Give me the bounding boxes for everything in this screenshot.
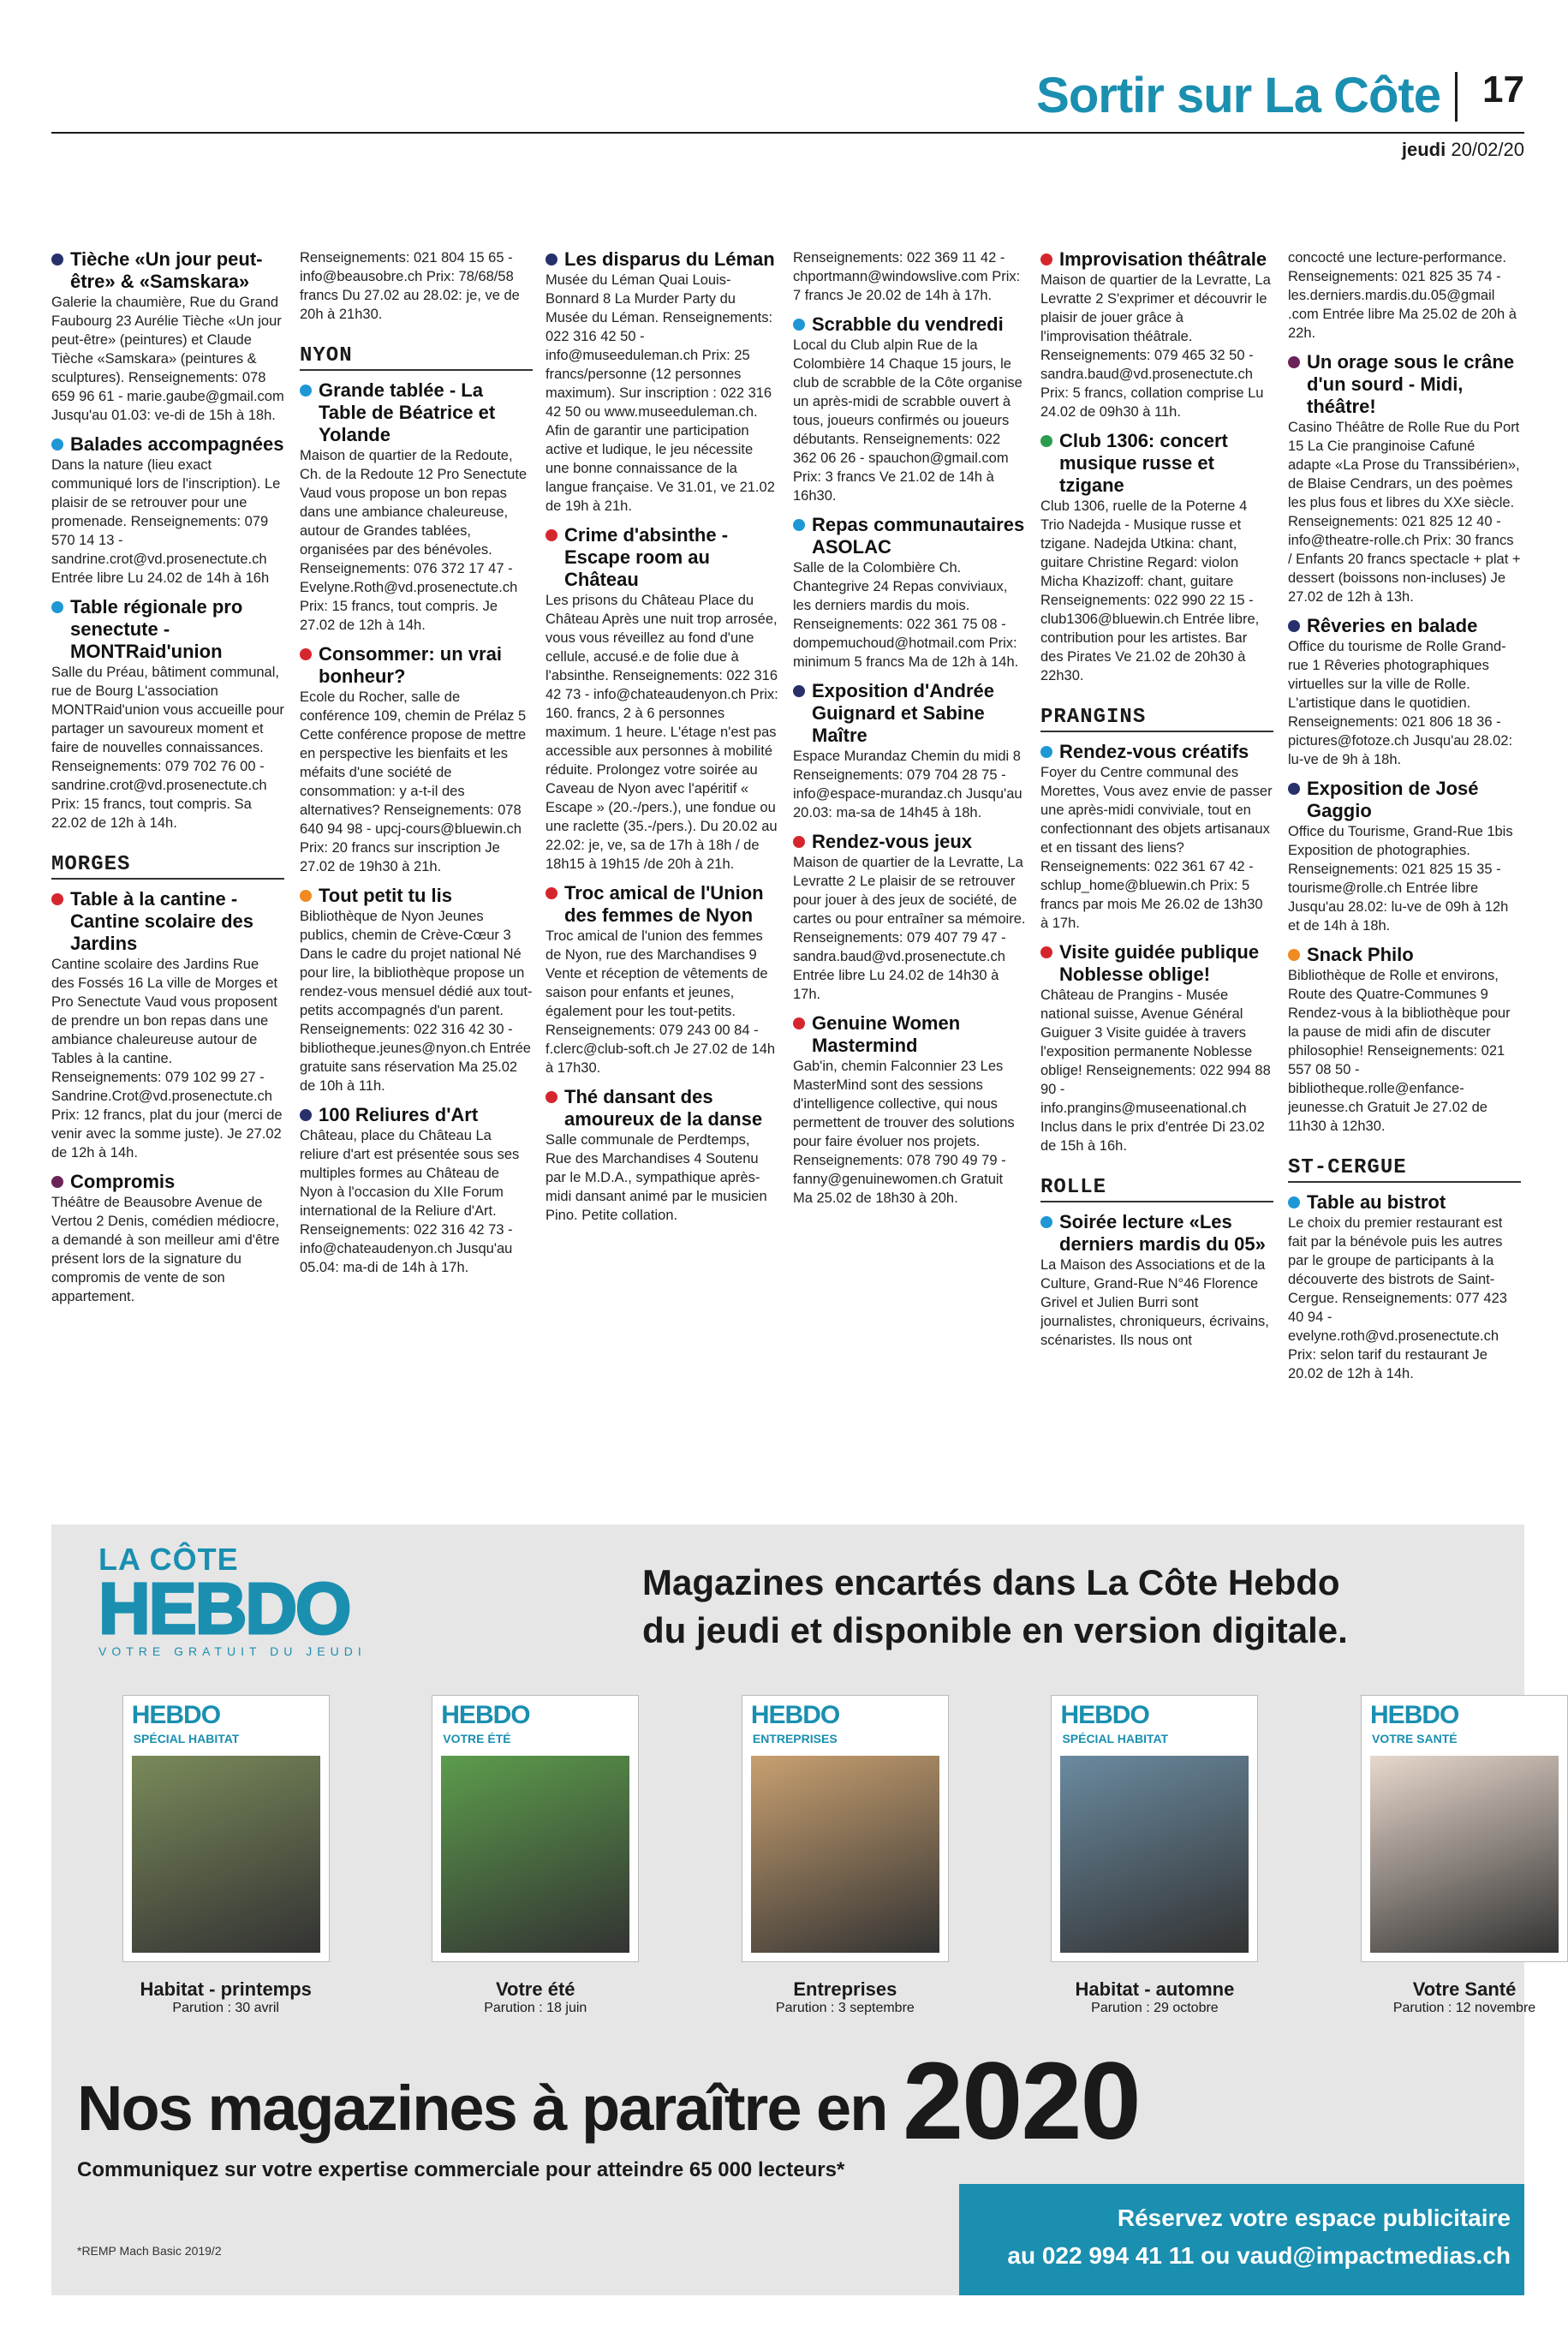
magazine-title: Habitat - printemps <box>140 1978 312 2000</box>
event-details: Maison de quartier de la Levratte, La Levratte 2 Le plaisir de se retrouver pour jouer à des jeux de société, de cartes ou pour entraîner sa mémoire. Renseignements: 079 407 79 47 - sandra.baud@vd.prosenectute.ch Entrée libre Lu 24.02 de 14h30 à 17h. <box>793 855 1026 1002</box>
bullet-dot-icon <box>300 890 312 902</box>
event-title: Rendez-vous jeux <box>812 831 973 852</box>
bullet-dot-icon <box>1288 1196 1300 1208</box>
issue-date-value: 20/02/20 <box>1451 139 1524 160</box>
bullet-dot-icon <box>1040 746 1052 758</box>
event-details: Galerie la chaumière, Rue du Grand Faubourg 23 Aurélie Tièche «Un jour peut-être» (peintures) et Claude Tièche «Samskara» (peintures & sculptures). Renseignements: 078 659 96 61 - marie.gaube@gmail.com Jusqu'au 01.03: ve-di de 15h à 18h. <box>51 295 284 423</box>
town-heading: MORGES <box>51 841 284 880</box>
bullet-dot-icon <box>793 836 805 848</box>
event-entry <box>1040 248 1273 421</box>
event-details: Foyer du Centre communal des Morettes, Vous avez envie de passer une après-midi conviviale, tout en confectionnant des objets artisanaux et en tissant des liens? Renseignements: 022 361 67 42 - schlup_home@bluewin.ch Prix: 5 francs par mois Me 26.02 de 13h30 à 17h. <box>1040 765 1273 931</box>
magazine-covers <box>51 1696 1536 2056</box>
event-entry <box>793 831 1026 1004</box>
issue-weekday: jeudi <box>1401 139 1446 160</box>
magazine-cover <box>432 1696 638 1961</box>
event-title-row <box>51 1171 284 1193</box>
event-details: Château, place du Château La reliure d'art est présentée sous ses multiples formes au Château de Nyon à l'occasion du XIIe Forum international de la Reliure d'Art. Renseignements: 022 316 42 73 - info@chateaudenyon.ch Jusqu'au 05.04: ma-di de 14h à 17h. <box>300 1128 520 1275</box>
cover-subtitle: ENTREPRISES <box>752 1732 838 1745</box>
event-entry <box>1288 351 1521 606</box>
town-heading: NYON <box>300 332 533 371</box>
bullet-dot-icon <box>1040 435 1052 447</box>
event-details: La Maison des Associations et de la Culture, Grand-Rue N°46 Florence Grivel et Julien Burri sont journalistes, chroniqueurs, écrivains, scénaristes. Ils nous ont <box>1040 1257 1269 1348</box>
cover-subtitle: SPÉCIAL HABITAT <box>1062 1732 1169 1745</box>
agenda-column <box>51 248 284 1507</box>
event-title-row <box>1040 248 1273 271</box>
agenda-column <box>1288 248 1521 1507</box>
ad-headline <box>642 1559 1348 1655</box>
event-title-row <box>51 433 284 456</box>
bullet-dot-icon <box>51 893 63 905</box>
event-details: Gab'in, chemin Falconnier 23 Les MasterMind sont des sessions d'intelligence collective, qui nous permettent de trouver des solutions pour faire évoluer nos projets. Renseignements: 078 790 49 79 - fanny@genuinewomen.ch Gratuit Ma 25.02 de 18h30 à 20h. <box>793 1059 1015 1206</box>
event-title: Compromis <box>70 1171 176 1192</box>
section-title: Sortir sur La Côte <box>1036 68 1440 123</box>
event-title: Genuine Women Mastermind <box>812 1012 961 1056</box>
event-entry <box>51 433 284 588</box>
event-entry <box>51 596 284 832</box>
event-entry <box>546 248 778 516</box>
ad-cta-box <box>959 2184 1524 2295</box>
bullet-dot-icon <box>1040 946 1052 958</box>
event-title: Rendez-vous créatifs <box>1059 741 1249 762</box>
bullet-dot-icon <box>1288 949 1300 961</box>
ad-headline-line-2: du jeudi et disponible en version digitale. <box>642 1610 1348 1650</box>
bullet-dot-icon <box>51 254 63 266</box>
event-title: Improvisation théâtrale <box>1059 248 1267 270</box>
event-title-row <box>793 1012 1026 1057</box>
event-title-row <box>300 643 533 688</box>
event-title-row <box>1040 430 1273 497</box>
ad-big-year: 2020 <box>902 2040 1140 2163</box>
event-title-row <box>1288 1191 1521 1214</box>
event-details: Salle communale de Perdtemps, Rue des Marchandises 4 Soutenu par le M.D.A., sympathique après-midi dansant animé par le musicien Pino. Petite collation. <box>546 1132 767 1223</box>
bullet-dot-icon <box>300 1109 312 1121</box>
bullet-dot-icon <box>793 519 805 531</box>
bullet-dot-icon <box>793 685 805 697</box>
event-title-row <box>546 524 778 591</box>
event-title: Thé dansant des amoureux de la danse <box>564 1086 763 1130</box>
event-details: Office du Tourisme, Grand-Rue 1bis Exposition de photographies. Renseignements: 021 825 15 35 - tourisme@rolle.ch Entrée libre Jusqu'au 28.02: lu-ve de 09h à 12h et de 14h à 18h. <box>1288 824 1513 934</box>
event-entry <box>1288 1191 1521 1383</box>
event-entry <box>300 379 533 635</box>
event-title: Visite guidée publique Noblesse oblige! <box>1059 941 1260 985</box>
event-details: Salle du Préau, bâtiment communal, rue de Bourg L'association MONTRaid'union vous accueille pour partager un savoureux moment et faire de nouvelles connaissances. Renseignements: 079 702 76 00 - sandrine.crot@vd.prosenectute.ch Prix: 15 francs, tout compris. Sa 22.02 de 12h à 14h. <box>51 665 284 831</box>
event-details: Troc amical de l'union des femmes de Nyon, rue des Marchandises 9 Vente et réception de vêtements de saison pour enfants et jeunes, également pour les tout-petits. Renseignements: 079 243 00 84 - f.clerc@club-soft.ch Je 27.02 de 14h à 17h30. <box>546 928 776 1076</box>
event-entry <box>1288 615 1521 769</box>
bullet-dot-icon <box>300 648 312 660</box>
event-details: Renseignements: 021 804 15 65 - info@beausobre.ch Prix: 78/68/58 francs Du 27.02 au 28.02: je, ve de 20h à 21h30. <box>300 250 520 322</box>
event-details: Office du tourisme de Rolle Grand-rue 1 Rêveries photographiques virtuelles sur la ville de Rolle. L'artistique dans le quotidien. Renseignements: 021 806 18 36 - pictures@fotoze.ch Jusqu'au 28.02: lu-ve de 9h à 18h. <box>1288 639 1513 767</box>
bullet-dot-icon <box>51 439 63 450</box>
event-entry <box>546 524 778 874</box>
ad-big-text: Nos magazines à paraître en <box>77 2073 887 2144</box>
bullet-dot-icon <box>793 319 805 331</box>
agenda-columns <box>51 248 1524 1507</box>
bullet-dot-icon <box>300 385 312 397</box>
ad-footnote: *REMP Mach Basic 2019/2 <box>77 2244 222 2258</box>
event-title: Repas communautaires ASOLAC <box>812 514 1025 558</box>
cover-brand: HEBDO <box>750 1701 840 1729</box>
cover-brand: HEBDO <box>1370 1701 1459 1729</box>
town-heading: ST-CERGUE <box>1288 1144 1521 1183</box>
event-details: Espace Murandaz Chemin du midi 8 Renseignements: 079 704 28 75 - info@espace-murandaz.ch Jusqu'au 20.03: ma-sa de 14h45 à 18h. <box>793 749 1022 820</box>
magazine-release-date: Parution : 18 juin <box>484 2001 587 2015</box>
event-title: Rêveries en balade <box>1307 615 1478 636</box>
event-title-row <box>793 514 1026 558</box>
ad-headline-line-1: Magazines encartés dans La Côte Hebdo <box>642 1562 1340 1602</box>
event-entry <box>793 680 1026 822</box>
cover-brand: HEBDO <box>441 1701 530 1729</box>
event-title-row <box>300 1104 533 1126</box>
event-title-row <box>1288 351 1521 418</box>
bullet-dot-icon <box>1040 1216 1052 1228</box>
header-divider <box>1455 72 1458 122</box>
event-details: Cantine scolaire des Jardins Rue des Fossés 16 La ville de Morges et Pro Senectute Vaud vous proposent de prendre un bon repas dans une ambiance chaleureuse autour de Tables à la cantine. Renseignements: 079 102 99 27 - Sandrine.Crot@vd.prosenectute.ch Prix: 12 francs, plat du jour (merci de venir avec la somme juste). Je 27.02 de 12h à 14h. <box>51 957 283 1161</box>
event-entry <box>51 1171 284 1306</box>
agenda-column <box>300 248 533 1507</box>
event-title: Les disparus du Léman <box>564 248 775 270</box>
event-entry <box>1288 944 1521 1136</box>
event-entry <box>1040 941 1273 1155</box>
event-title: Grande tablée - La Table de Béatrice et Yolande <box>319 379 496 445</box>
event-entry <box>300 248 533 324</box>
event-entry <box>793 313 1026 505</box>
magazine-title: Habitat - automne <box>1075 1978 1235 2000</box>
magazine-cover <box>123 1696 329 1961</box>
event-title: Consommer: un vrai bonheur? <box>319 643 502 687</box>
town-heading: ROLLE <box>1040 1164 1273 1202</box>
event-title-row <box>1040 941 1273 986</box>
ad-big-title <box>77 2038 1140 2164</box>
advertisement <box>51 1524 1536 2295</box>
bullet-dot-icon <box>1040 254 1052 266</box>
magazine-release-date: Parution : 3 septembre <box>775 2001 915 2015</box>
event-entry <box>51 888 284 1162</box>
event-title-row <box>51 248 284 293</box>
event-title: Tout petit tu lis <box>319 885 453 906</box>
event-title: Table à la cantine - Cantine scolaire des Jardins <box>70 888 253 954</box>
agenda-column <box>546 248 778 1507</box>
cover-photo <box>132 1756 320 1953</box>
ad-subtitle: Communiquez sur votre expertise commerciale pour atteindre 65 000 lecteurs* <box>77 2158 845 2181</box>
issue-date <box>1402 139 1524 161</box>
bullet-dot-icon <box>51 1176 63 1188</box>
event-entry <box>51 248 284 425</box>
agenda-column <box>793 248 1026 1507</box>
bullet-dot-icon <box>546 254 557 266</box>
event-details: concocté une lecture-performance. Renseignements: 021 825 35 74 - les.derniers.mardis.du.05@gmail .com Entrée libre Ma 25.02 de 20h à 22h. <box>1288 250 1517 341</box>
event-title-row <box>546 1086 778 1131</box>
event-entry <box>300 1104 533 1277</box>
town-heading: PRANGINS <box>1040 694 1273 732</box>
bullet-dot-icon <box>1288 783 1300 795</box>
event-entry <box>1288 248 1521 343</box>
event-title: Snack Philo <box>1307 944 1414 965</box>
magazine-release-date: Parution : 30 avril <box>172 2001 279 2015</box>
bullet-dot-icon <box>1288 356 1300 368</box>
event-entry <box>793 248 1026 305</box>
header-rule <box>51 132 1524 134</box>
cover-brand: HEBDO <box>131 1701 221 1729</box>
event-title: Soirée lecture «Les derniers mardis du 05» <box>1059 1211 1266 1255</box>
event-title-row <box>1288 615 1521 637</box>
cover-photo <box>441 1756 629 1953</box>
event-details: Renseignements: 022 369 11 42 - chportmann@windowslive.com Prix: 7 francs Je 20.02 de 14h à 17h. <box>793 250 1021 303</box>
event-title-row <box>51 596 284 663</box>
event-details: Le choix du premier restaurant est fait par la bénévole puis les autres par le groupe de participants à la découverte des bistrots de Saint-Cergue. Renseignements: 077 423 40 94 - evelyne.roth@vd.prosenectute.ch Prix: selon tarif du restaurant Je 20.02 de 12h à 14h. <box>1288 1215 1507 1381</box>
event-details: Maison de quartier de la Redoute, Ch. de la Redoute 12 Pro Senectute Vaud vous propose un bon repas dans une ambiance chaleureuse, autour de Grandes tablées, organisées par des bénévoles. Renseignements: 076 372 17 47 - Evelyne.Roth@vd.prosenectute.ch Prix: 15 francs, tout compris. Je 27.02 de 12h à 14h. <box>300 448 528 633</box>
bullet-dot-icon <box>793 1017 805 1029</box>
event-title: Exposition d'Andrée Guignard et Sabine Maître <box>812 680 995 746</box>
event-title-row <box>51 888 284 955</box>
cover-photo <box>1060 1756 1249 1953</box>
event-title: Table régionale pro senectute - MONTRaid'union <box>70 596 243 662</box>
event-title: Crime d'absinthe - Escape room au Château <box>564 524 729 590</box>
event-details: Bibliothèque de Rolle et environs, Route des Quatre-Communes 9 Rendez-vous à la bibliothèque pour la pause de midi afin de discuter philosophie! Renseignements: 021 557 08 50 - bibliotheque.rolle@enfance-jeunesse.ch Gratuit Je 27.02 de 11h30 à 12h30. <box>1288 968 1511 1134</box>
event-entry <box>793 514 1026 671</box>
event-details: Musée du Léman Quai Louis-Bonnard 8 La Murder Party du Musée du Léman. Renseignements: 022 316 42 50 - info@museeduleman.ch Prix: 25 francs/personne (12 personnes maximum). Sur inscription : 022 316 42 50 ou www.museeduleman.ch. Afin de garantir une participation active et ludique, le jeu nécessite une bonne connaissance de la langue française. Ve 31.01, ve 21.02 de 19h à 21h. <box>546 272 775 514</box>
bullet-dot-icon <box>546 529 557 541</box>
event-entry <box>1288 778 1521 935</box>
event-details: Ecole du Rocher, salle de conférence 109, chemin de Prélaz 5 Cette conférence propose de mettre en perspective les bienfaits et les méfaits d'une société de consommation: y a-t-il des alternatives? Renseignements: 078 640 94 98 - upcj-cours@bluewin.ch Prix: 20 francs sur inscription Je 27.02 de 19h30 à 21h. <box>300 689 527 874</box>
magazine-title: Votre Santé <box>1412 1978 1517 2000</box>
event-details: Château de Prangins - Musée national suisse, Avenue Général Guiguer 3 Visite guidée à travers l'exposition permanente Noblesse oblige! Renseignements: 022 994 88 90 - info.prangins@museenational.ch Inclus dans le prix d'entrée Di 23.02 de 15h à 16h. <box>1040 987 1271 1154</box>
event-title: Tièche «Un jour peut-être» & «Samskara» <box>70 248 263 292</box>
cover-subtitle: VOTRE SANTÉ <box>1372 1732 1458 1745</box>
event-entry <box>300 643 533 876</box>
event-entry <box>1040 1211 1273 1350</box>
event-title-row <box>793 831 1026 853</box>
event-title-row <box>300 885 533 907</box>
event-details: Salle de la Colombière Ch. Chantegrive 24 Repas conviviaux, les derniers mardis du mois. Renseignements: 022 361 75 08 - dompemuchoud@hotmail.com Prix: minimum 5 francs Ma de 12h à 14h. <box>793 560 1019 670</box>
magazine-release-date: Parution : 12 novembre <box>1392 2001 1536 2015</box>
event-title-row <box>546 248 778 271</box>
event-entry <box>300 885 533 1095</box>
magazine-cover <box>1052 1696 1257 1961</box>
event-details: Maison de quartier de la Levratte, La Levratte 2 S'exprimer et découvrir le plaisir de jouer grâce à l'improvisation théâtrale. Renseignements: 079 465 32 50 - sandra.baud@vd.prosenectute.ch Prix: 5 francs, collation comprise Lu 24.02 de 09h30 à 11h. <box>1040 272 1271 420</box>
event-title: 100 Reliures d'Art <box>319 1104 479 1125</box>
cover-subtitle: SPÉCIAL HABITAT <box>133 1732 240 1745</box>
event-title-row <box>1040 741 1273 763</box>
event-title: Table au bistrot <box>1307 1191 1446 1213</box>
bullet-dot-icon <box>546 1091 557 1103</box>
ad-cta-line-1: Réservez votre espace publicitaire <box>1117 2205 1511 2231</box>
event-title: Un orage sous le crâne d'un sourd - Midi, théâtre! <box>1307 351 1515 417</box>
event-title-row <box>793 313 1026 336</box>
event-details: Théâtre de Beausobre Avenue de Vertou 2 Denis, comédien médiocre, a demandé à son meilleur ami d'être présent lors de la signature du compromis de vente de son appartement. <box>51 1195 280 1304</box>
event-entry <box>793 1012 1026 1208</box>
page-header <box>51 67 1524 195</box>
event-title: Club 1306: concert musique russe et tzigane <box>1059 430 1228 496</box>
event-details: Local du Club alpin Rue de la Colombière 14 Chaque 15 jours, le club de scrabble de la Côte organise un après-midi de scrabble ouvert à tous, joueurs confirmés ou joueurs débutants. Renseignements: 022 362 06 26 - spauchon@gmail.com Prix: 3 francs Ve 21.02 de 14h à 16h30. <box>793 337 1022 504</box>
event-details: Les prisons du Château Place du Château Après une nuit trop arrosée, vous vous réveillez au fond d'une cellule, accusé.e de folie due à l'absinthe. Renseignements: 022 316 42 73 - info@chateaudenyon.ch Prix: 160. francs, 2 à 6 personnes maximum. 1 heure. L'étage n'est pas accessible aux personnes à mobilité réduite. Prolongez votre soirée au Caveau de Nyon avec l'apéritif « Escape » (20.-/pers.), une fondue ou une raclette (35.-/pers.). Du 20.02 au 22.02: je, ve, sa de 17h à 18h / de 18h15 à 19h15 /de 20h à 21h. <box>546 593 778 872</box>
ad-cta-line-2: au 022 994 41 11 ou vaud@impactmedias.ch <box>1007 2242 1511 2269</box>
event-details: Club 1306, ruelle de la Poterne 4 Trio Nadejda - Musique russe et tzigane. Nadejda Utkina: chant, guitare Christine Regard: violon Micha Khazizoff: chant, guitare Renseignements: 022 990 22 15 - club1306@bluewin.ch Entrée libre, contribution pour les artistes. Bar des Pirates Ve 21.02 de 20h30 à 22h30. <box>1040 498 1260 683</box>
cover-photo <box>1370 1756 1559 1953</box>
event-details: Casino Théâtre de Rolle Rue du Port 15 La Cie pranginoise Cafuné adapte «La Prose du Transsibérien», de Blaise Cendrars, un des poèmes les plus fous et libres du XXe siècle. Renseignements: 021 825 12 40 - info@theatre-rolle.ch Prix: 30 francs / Enfants 20 francs spectacle + plat + dessert (boissons non-incluses) Je 27.02 de 12h à 13h. <box>1288 420 1521 605</box>
event-title-row <box>1288 778 1521 822</box>
la-cote-hebdo-logo <box>98 1542 407 1658</box>
event-entry <box>1040 430 1273 685</box>
event-title: Scrabble du vendredi <box>812 313 1004 335</box>
event-entry <box>546 882 778 1077</box>
magazine-title: Entreprises <box>793 1978 897 2000</box>
event-title: Troc amical de l'Union des femmes de Nyon <box>564 882 764 926</box>
bullet-dot-icon <box>546 887 557 899</box>
event-title-row <box>793 680 1026 747</box>
cover-subtitle: VOTRE ÉTÉ <box>443 1732 511 1745</box>
event-entry <box>546 1086 778 1225</box>
magazine-title: Votre été <box>496 1978 575 2000</box>
magazine-cover <box>1362 1696 1567 1961</box>
logo-main: HEBDO <box>98 1568 350 1649</box>
page-number: 17 <box>1482 69 1524 110</box>
event-title-row <box>546 882 778 927</box>
cover-brand: HEBDO <box>1060 1701 1149 1729</box>
bullet-dot-icon <box>1288 620 1300 632</box>
agenda-column <box>1040 248 1273 1507</box>
cover-photo <box>751 1756 939 1953</box>
event-title-row <box>300 379 533 446</box>
event-title-row <box>1288 944 1521 966</box>
event-details: Dans la nature (lieu exact communiqué lors de l'inscription). Le plaisir de se retrouver pour une promenade. Renseignements: 079 570 14 13 - sandrine.crot@vd.prosenectute.ch Entrée libre Lu 24.02 de 14h à 16h <box>51 457 281 586</box>
event-title-row <box>1040 1211 1273 1256</box>
event-title: Exposition de José Gaggio <box>1307 778 1479 821</box>
event-entry <box>1040 741 1273 933</box>
logo-top: LA CÔTE <box>98 1542 239 1577</box>
event-details: Bibliothèque de Nyon Jeunes publics, chemin de Crève-Cœur 3 Dans le cadre du projet national Né pour lire, la bibliothèque propose un rendez-vous mensuel dédié aux tout-petits accompagnés d'un parent. Renseignements: 022 316 42 30 - bibliotheque.jeunes@nyon.ch Entrée gratuite sans réservation Ma 25.02 de 10h à 11h. <box>300 909 533 1094</box>
bullet-dot-icon <box>51 601 63 613</box>
magazine-cover <box>742 1696 948 1961</box>
event-title: Balades accompagnées <box>70 433 284 455</box>
logo-sub: VOTRE GRATUIT DU JEUDI <box>98 1644 367 1658</box>
magazine-release-date: Parution : 29 octobre <box>1091 2001 1219 2015</box>
